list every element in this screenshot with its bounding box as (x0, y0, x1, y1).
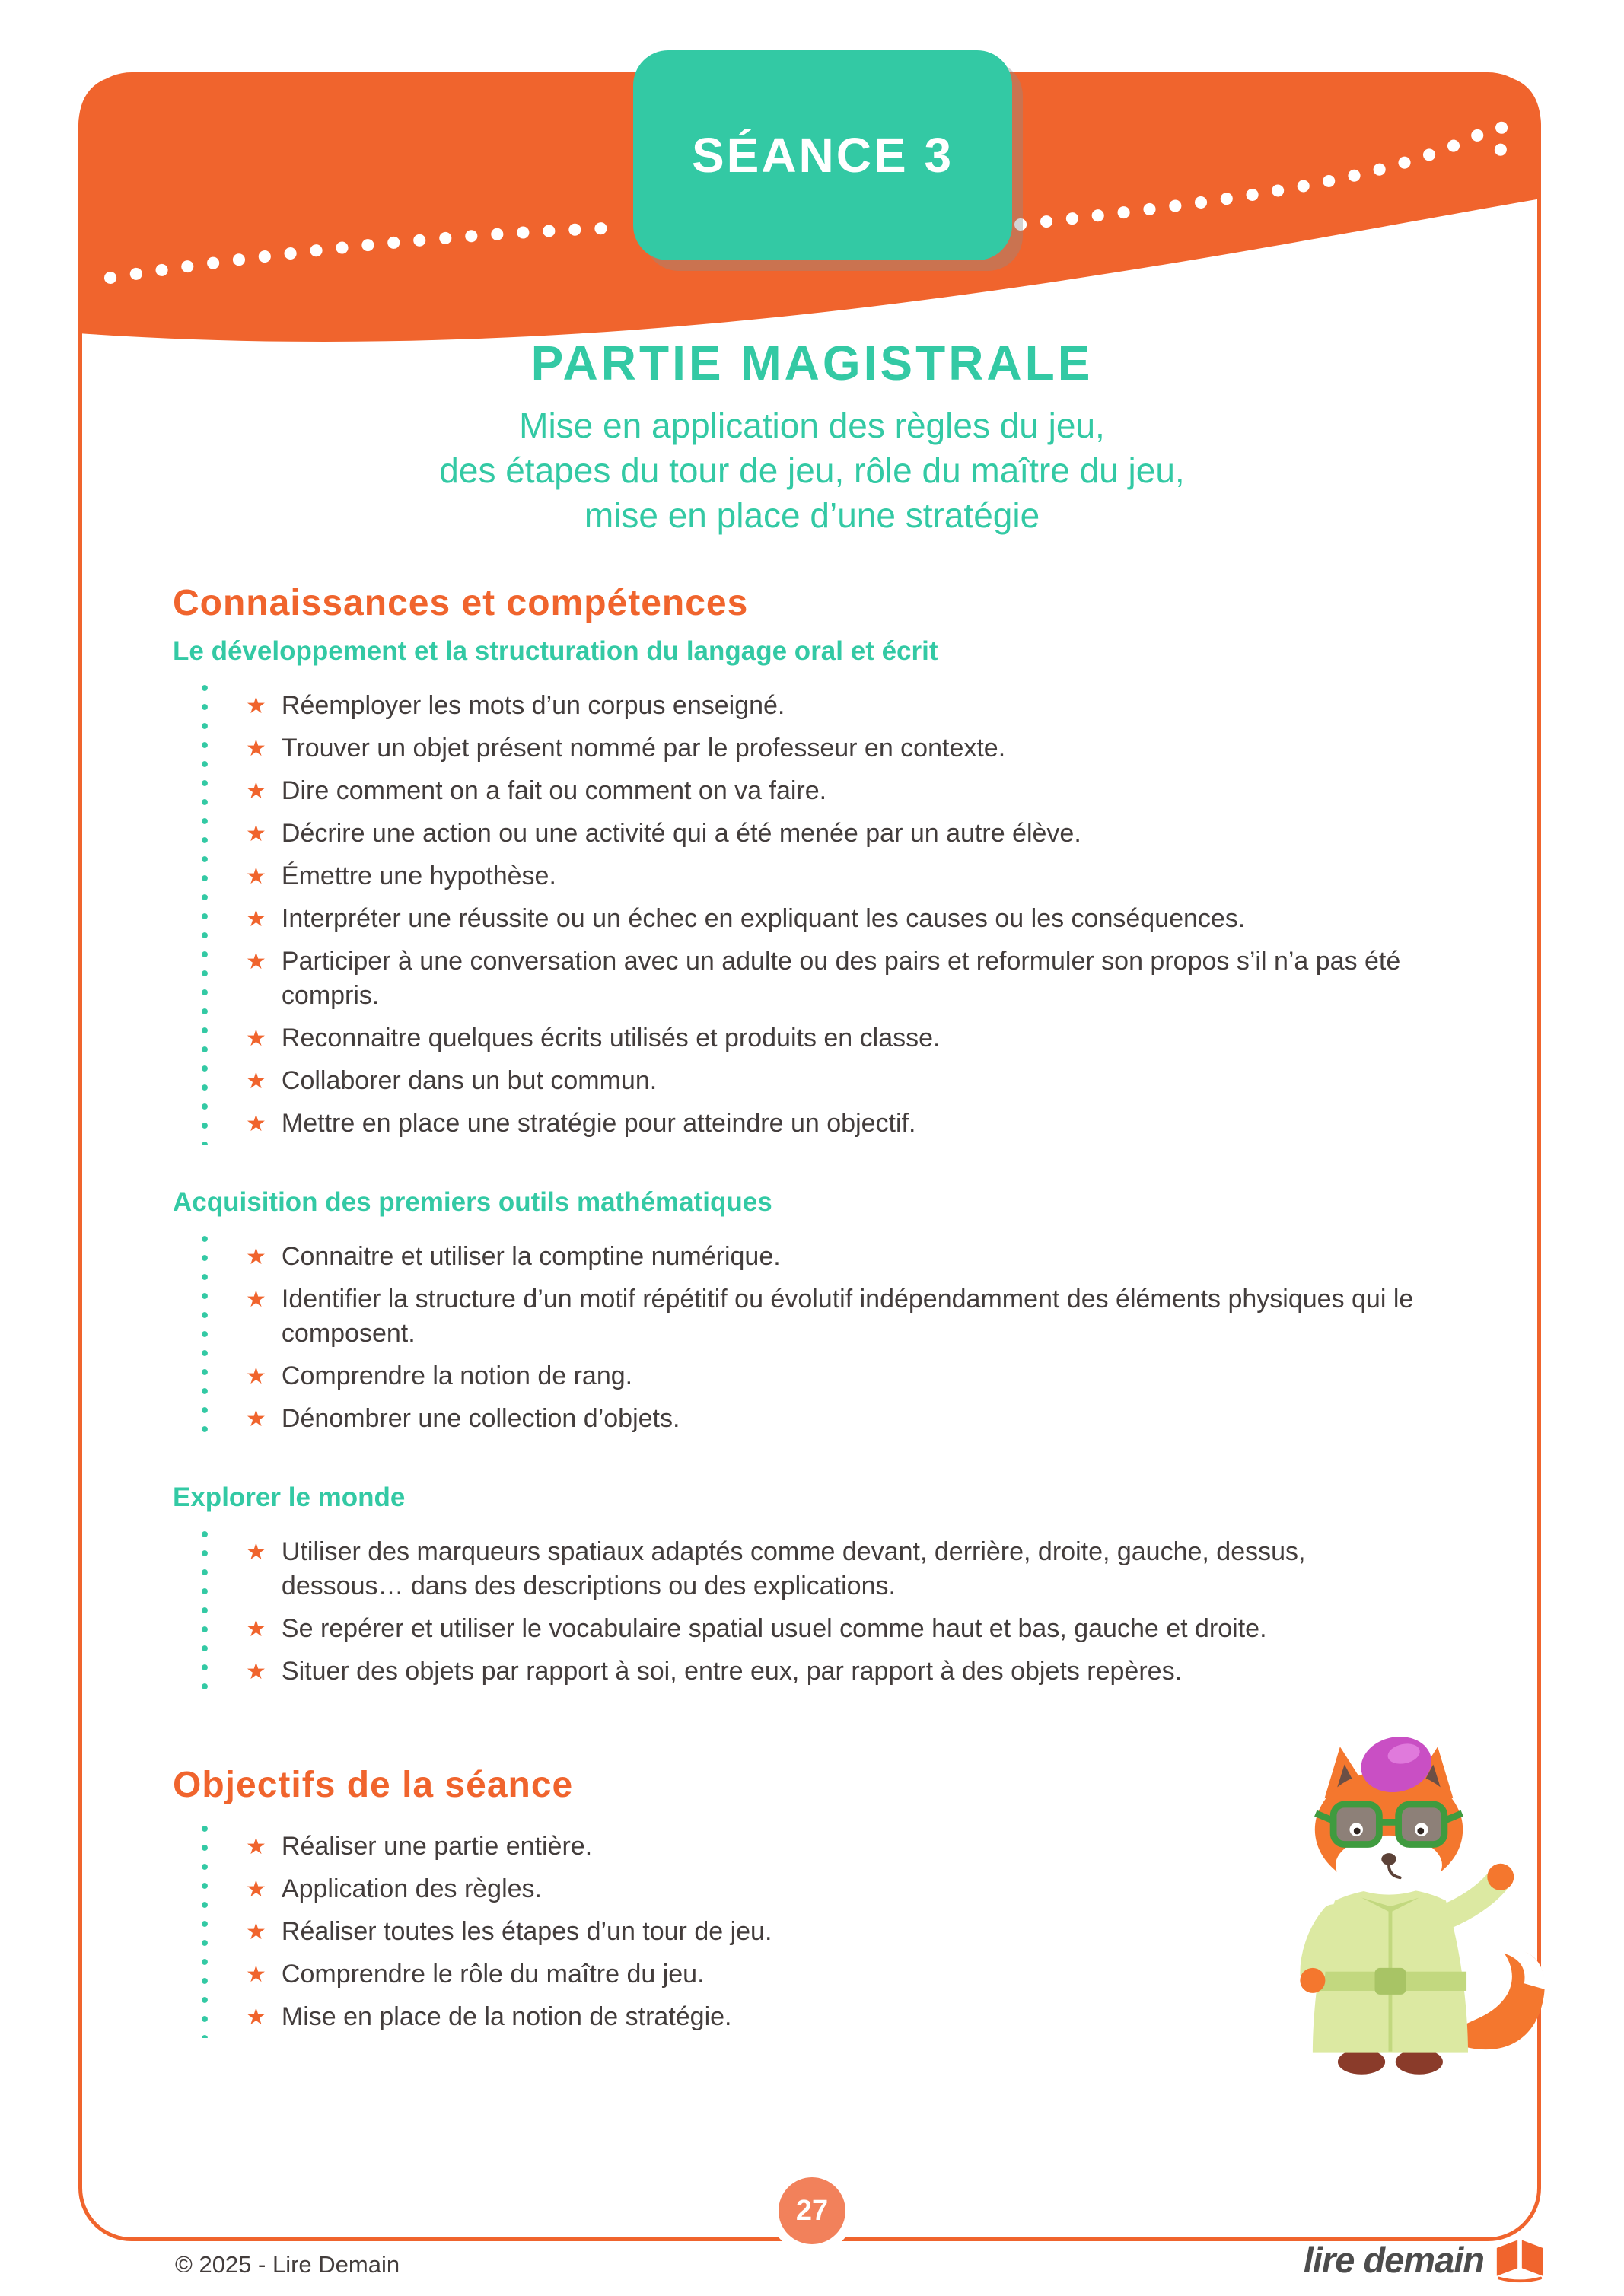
list-item-text: Reconnaitre quelques écrits utilisés et produits en classe. (281, 1023, 941, 1052)
subtitle-line-2: des étapes du tour de jeu, rôle du maître du jeu, (439, 450, 1185, 490)
open-book-icon (1495, 2236, 1545, 2283)
list-explorer (202, 1524, 1451, 1700)
section-heading-objectifs: Objectifs de la séance (173, 1764, 574, 1805)
star-bullet-icon: ★ (246, 1286, 266, 1312)
list-item (246, 731, 1451, 766)
seance-tab (633, 50, 1012, 260)
star-bullet-icon: ★ (246, 778, 266, 804)
star-bullet-icon: ★ (246, 1539, 266, 1565)
seance-tab-label: SÉANCE 3 (691, 128, 954, 183)
publisher-logo (1304, 2236, 1545, 2283)
star-bullet-icon: ★ (246, 1363, 266, 1389)
list-item-text: Dire comment on a fait ou comment on va faire. (281, 775, 827, 805)
list-item-text: Émettre une hypothèse. (281, 861, 556, 890)
fox-mascot-illustration (1229, 1726, 1549, 2096)
list-item-text: Interpréter une réussite ou un échec en expliquant les causes ou les conséquences. (281, 903, 1246, 933)
list-item (246, 902, 1451, 936)
star-bullet-icon: ★ (246, 1876, 266, 1902)
star-bullet-icon: ★ (246, 1919, 266, 1944)
list-item-text: Identifier la structure d’un motif répétitif ou évolutif indépendamment des éléments physiques qui le composent. (281, 1284, 1414, 1348)
list-item (246, 774, 1451, 808)
list-item-text: Utiliser des marqueurs spatiaux adaptés comme devant, derrière, droite, gauche, dessus, dessous… dans des descriptions ou des explications. (281, 1537, 1306, 1600)
subsection-title-langage: Le développement et la structuration du langage oral et écrit (173, 635, 938, 666)
list-item (246, 1654, 1451, 1689)
fox-feet (1338, 2049, 1443, 2075)
star-bullet-icon: ★ (246, 1110, 266, 1136)
list-langage (202, 677, 1451, 1152)
list-item-text: Collaborer dans un but commun. (281, 1065, 658, 1095)
star-bullet-icon: ★ (246, 693, 266, 718)
list-item (246, 817, 1451, 851)
page-subtitle (173, 403, 1451, 538)
star-bullet-icon: ★ (246, 906, 266, 931)
list-item-text: Se repérer et utiliser le vocabulaire spatial usuel comme haut et bas, gauche et droite. (281, 1613, 1267, 1643)
list-item-text: Participer à une conversation avec un adulte ou des pairs et reformuler son propos s’il n’a pas été compris. (281, 946, 1401, 1010)
list-item-text: Situer des objets par rapport à soi, entre eux, par rapport à des objets repères. (281, 1656, 1183, 1686)
star-bullet-icon: ★ (246, 735, 266, 761)
list-item (246, 689, 1451, 723)
publisher-logo-text: lire demain (1303, 2239, 1484, 2280)
subsection-title-explorer: Explorer le monde (173, 1482, 406, 1512)
subtitle-line-1: Mise en application des règles du jeu, (519, 406, 1105, 445)
list-item-text: Mise en place de la notion de stratégie. (281, 2001, 732, 2031)
list-item (246, 1402, 1451, 1436)
star-bullet-icon: ★ (246, 1406, 266, 1431)
list-item (246, 1064, 1451, 1098)
list-item-text: Dénombrer une collection d’objets. (281, 1403, 680, 1433)
page-number: 27 (795, 2194, 829, 2227)
star-bullet-icon: ★ (246, 1025, 266, 1051)
star-bullet-icon: ★ (246, 820, 266, 846)
list-item-text: Mettre en place une stratégie pour atteindre un objectif. (281, 1108, 916, 1138)
subsection-title-mathematiques: Acquisition des premiers outils mathématiques (173, 1186, 772, 1217)
star-bullet-icon: ★ (246, 1616, 266, 1642)
list-item-text: Réaliser toutes les étapes d’un tour de jeu. (281, 1916, 772, 1946)
section-heading-connaissances: Connaissances et compétences (173, 582, 749, 623)
list-item (246, 1107, 1451, 1141)
list-item (246, 1535, 1451, 1603)
list-item (246, 1021, 1451, 1056)
list-item-text: Connaitre et utiliser la comptine numérique. (281, 1241, 781, 1271)
list-item-text: Comprendre la notion de rang. (281, 1361, 633, 1390)
star-bullet-icon: ★ (246, 1068, 266, 1094)
list-item-text: Réaliser une partie entière. (281, 1831, 593, 1861)
list-item (246, 859, 1451, 893)
page-title: PARTIE MAGISTRALE (530, 336, 1094, 390)
star-bullet-icon: ★ (246, 2004, 266, 2030)
list-item (246, 1240, 1451, 1274)
copyright-text: © 2025 - Lire Demain (175, 2251, 400, 2278)
list-item (246, 1359, 1451, 1393)
list-item-text: Décrire une action ou une activité qui a été menée par un autre élève. (281, 818, 1081, 848)
subtitle-line-3: mise en place d’une stratégie (584, 495, 1040, 535)
star-bullet-icon: ★ (246, 1658, 266, 1684)
list-item-text: Réemployer les mots d’un corpus enseigné. (281, 690, 785, 720)
list-item (246, 944, 1451, 1013)
list-item (246, 1612, 1451, 1646)
list-item-text: Application des règles. (281, 1874, 542, 1903)
list-item-text: Comprendre le rôle du maître du jeu. (281, 1959, 705, 1989)
list-item-text: Trouver un objet présent nommé par le professeur en contexte. (281, 733, 1006, 763)
star-bullet-icon: ★ (246, 1833, 266, 1859)
list-item (246, 1282, 1451, 1351)
star-bullet-icon: ★ (246, 948, 266, 974)
fox-head (1315, 1731, 1463, 1895)
star-bullet-icon: ★ (246, 863, 266, 889)
star-bullet-icon: ★ (246, 1961, 266, 1987)
page-number-badge (769, 2168, 855, 2253)
star-bullet-icon: ★ (246, 1244, 266, 1269)
list-mathematiques (202, 1228, 1451, 1447)
